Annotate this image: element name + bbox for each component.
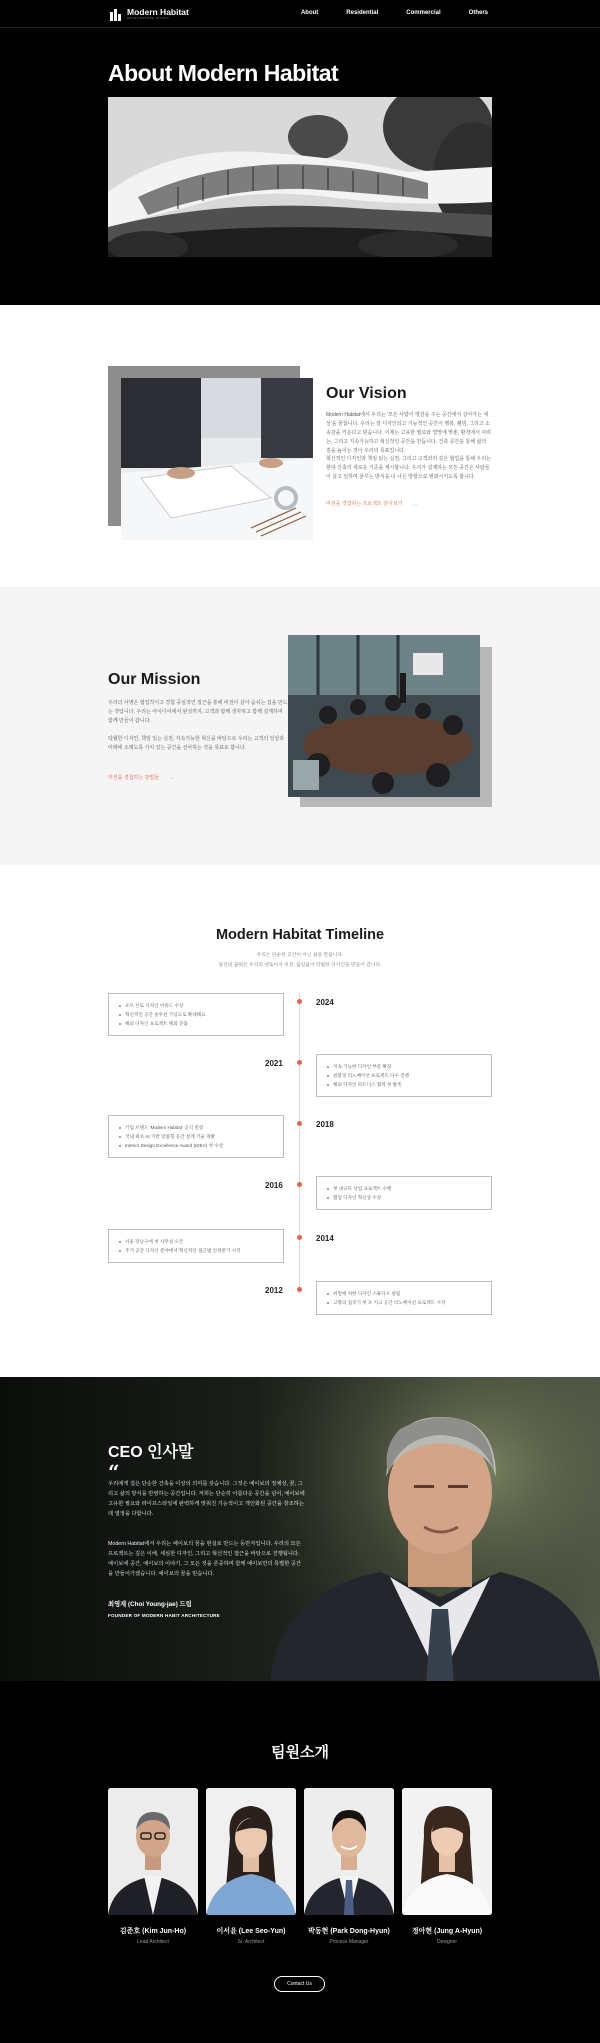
ceo-message-1: 우리에게 집은 단순한 건축을 이상의 의미를 갖습니다. 그것은 예이보의 정체성, 꿈, 그리고 삶의 방식을 반영하는 공간입니다. 저희는 단순히 아름다운 공간을 넘어, 예이보에 고유한 필요와 라이프스타일에 완벽하게 맞춰진 기능적이고 개인화된 공간을 창조하는 데 열정을 다합니다. [108,1481,305,1517]
timeline-dot [297,1060,302,1065]
timeline-dot [297,999,302,1004]
team-member-role: Lead Architect [137,1939,169,1945]
timeline-item: 첫 대규모 상업 프로젝트 수행 [327,1184,481,1193]
ceo-signature: 최영재 (Choi Young-jae) 드림 [108,1601,192,1608]
quote-icon: “ [108,1460,120,1484]
hero-building-image [108,97,492,257]
timeline-dot [297,1121,302,1126]
team-member-card[interactable] [108,1788,198,1945]
team-member-name: 정아현 (Jung A-Hyun) [411,1928,483,1935]
vision-section [0,305,600,587]
timeline-dot [297,1235,302,1240]
timeline-subtitle-1: 우리는 단순한 공간이 아닌 삶을 만듭니다. [256,953,344,958]
timeline-item: 협업 디자인 혁신상 수상 [327,1193,481,1202]
team-member-role: Sr. Architect [237,1939,265,1945]
main-menu [273,10,488,16]
team-member-role: Designer [436,1939,457,1945]
mission-cta-link[interactable] [108,774,174,781]
timeline-title: Modern Habitat Timeline [215,927,385,943]
timeline-item: Interior Design Excellence Award (IDEA) 첫 수상 [119,1141,273,1150]
timeline-card [108,1229,284,1263]
timeline-year: 2012 [265,1286,283,1295]
timeline-item: 친환경 리노베이션 프로젝트 다수 진행 [327,1071,481,1080]
timeline-card [108,993,284,1036]
team-title: 팀원소개 [271,1744,329,1761]
timeline-year: 2018 [316,1120,334,1129]
team-section [0,1681,600,2043]
team-member-role: Process Manager [329,1939,369,1945]
team-member-name: 이서윤 (Lee Seo-Yun) [216,1928,286,1935]
vision-cta-link[interactable] [326,500,418,507]
timeline-item: 기업 브랜드 'Modern Habitat' 공식 런칭 [119,1123,273,1132]
arrow-right-icon: → [169,775,175,781]
timeline-axis [299,993,300,1293]
timeline-card [316,1176,492,1210]
vision-paragraph-2: 혁신적인 디자인과 책임 있는 실천, 그리고 고객과의 깊은 협업을 통해 우리는 현대 건축의 새로운 기준을 제시합니다. 우리가 설계하는 모든 공간은 사람들이 살고 일하며 꿈꾸는 방식을 더 나은 방향으로 변화시키도록 합니다. [326,456,492,480]
hero-section [0,0,600,305]
building-logo-icon [110,9,122,21]
vision-meeting-image [121,378,313,540]
team-member-card[interactable] [304,1788,394,1945]
timeline-item: 서울 강남구에 첫 사무실 오픈 [119,1237,273,1246]
timeline-item: 국내 최초 AI 기반 맞춤형 공간 설계 기술 개발 [119,1132,273,1141]
timeline-subtitle-2: 당신의 꿈꿔온 우리의 멘토이자 비전, 끊임없이 탁월한 디자인을 만들어 갑니다. [218,963,382,968]
timeline-dot [297,1287,302,1292]
timeline-year: 2016 [265,1181,283,1190]
team-member-photo [206,1788,296,1915]
nav-residential[interactable]: Residential [346,10,379,16]
timeline-item: 지속 가능한 디자인 부문 확장 [327,1062,481,1071]
mission-cta-label: 미션을 경험하는 방법들 [108,775,160,781]
mission-section [0,587,600,865]
timeline-item: 포트 선토 디자인 어워드 수상 [119,1001,273,1010]
ceo-portrait-image [260,1377,600,1681]
page-title: About Modern Habitat [108,60,339,86]
timeline-item: 혁신적인 공간 솔루션 가입으로 확대해요 [119,1010,273,1019]
ceo-message-2: Modern Habitat에서 우리는 예이보의 꿈을 현실로 만드는 동반자입니다. 우리의 모든 프로젝트는 깊은 이해, 세심한 디자인, 그리고 혁신적인 접근을 바탕으로 진행됩니다. 예이보에 공간, 예이보의 이야기, 그 모든 것을 존중하며 함께 예이보만의 특별한 공간을 만들어가겠습니다. 예이보의 꿈을 믿습니다. [108,1541,302,1577]
ceo-title: CEO 인사말 [108,1444,194,1461]
arrow-right-icon: → [412,501,418,507]
nav-commercial[interactable]: Commercial [406,10,441,16]
brand-tagline: ARCHITECTURE STUDIO [127,17,170,20]
contact-us-button[interactable]: Contact Us [274,1976,325,1992]
timeline-section [0,865,600,1377]
team-member-card[interactable] [206,1788,296,1945]
team-member-photo [402,1788,492,1915]
mission-paragraph-2: 탁월한 디자인, 책임 있는 실천, 지속가능한 혁신을 바탕으로 우리는 고객의 일상과 미래에 오래도록 가치 있는 공간을 선사하는 것을 목표로 합니다. [108,736,285,751]
team-member-name: 박동현 (Park Dong-Hyun) [308,1928,390,1935]
ceo-section [0,1377,600,1681]
timeline-dot [297,1182,302,1187]
timeline-year: 2014 [316,1234,334,1243]
team-member-card[interactable] [402,1788,492,1945]
vision-paragraph-1: Modern Habitat에서 우리는 '모든 사람이 영감을 주는 공간에서 살아가는 세상'을 꿈꿉니다. 우리는 잘 디자인되고 기능적인 공간이 행복, 웰빙, 그리고 소속감을 키운다고 믿습니다. 이제는 고유한 필요와 열망에 맞춘, 환경에서 사려는, 그리고 지속가능하고 혁신적인 공간을 만듭니다. 건축 공간을 통해 삶의 질을 높이는 것이 우리의 목표입니다. [326,412,492,454]
team-member-photo [304,1788,394,1915]
team-member-photo [108,1788,198,1915]
nav-about[interactable]: About [300,10,319,16]
vision-cta-label: 미션을 경험하는 프로젝트 알아보기 [326,501,403,507]
brand-name: Modern Habitat [127,7,189,17]
timeline-year: 2024 [316,998,334,1007]
mission-paragraph-1: 우리의 사명은 협업적이고 경험 중심적인 접근을 통해 비전이 살아 숨쉬는 집을 만드는 것입니다. 우리는 아이디어에서 완성까지, 고객과 함께 생각하고 함께 설계하며 함께 만들어 갑니다. [108,700,288,724]
timeline-year: 2021 [265,1059,283,1068]
team-member-name: 김준호 (Kim Jun-Ho) [119,1928,187,1935]
timeline-item: 해외 디자인 파트너스 협력 첫 발족 [327,1080,481,1089]
timeline-card [316,1281,492,1315]
timeline-item: 주거 공간 디자인 분야에서 혁신적인 접근법 인정받기 시작 [119,1246,273,1255]
timeline-item: 고향의 집짓기 첫 포 지고 공간 리노베이션 프로젝트 시작 [327,1298,481,1307]
vision-title: Our Vision [326,385,407,402]
mission-meeting-image [288,635,480,797]
brand-logo[interactable] [110,8,189,21]
timeline-item: 해외 디자인 프로젝트 해외 진출 [119,1019,273,1028]
nav-others[interactable]: Others [468,10,488,16]
ceo-role: FOUNDER OF MODERN HABIT ARCHITECTURE [108,1613,220,1618]
timeline-card [108,1115,284,1158]
timeline-card [316,1054,492,1097]
timeline-item: 위험에 처한 디자인 스튜디오 설립 [327,1289,481,1298]
top-nav [0,0,600,28]
mission-title: Our Mission [108,671,201,688]
